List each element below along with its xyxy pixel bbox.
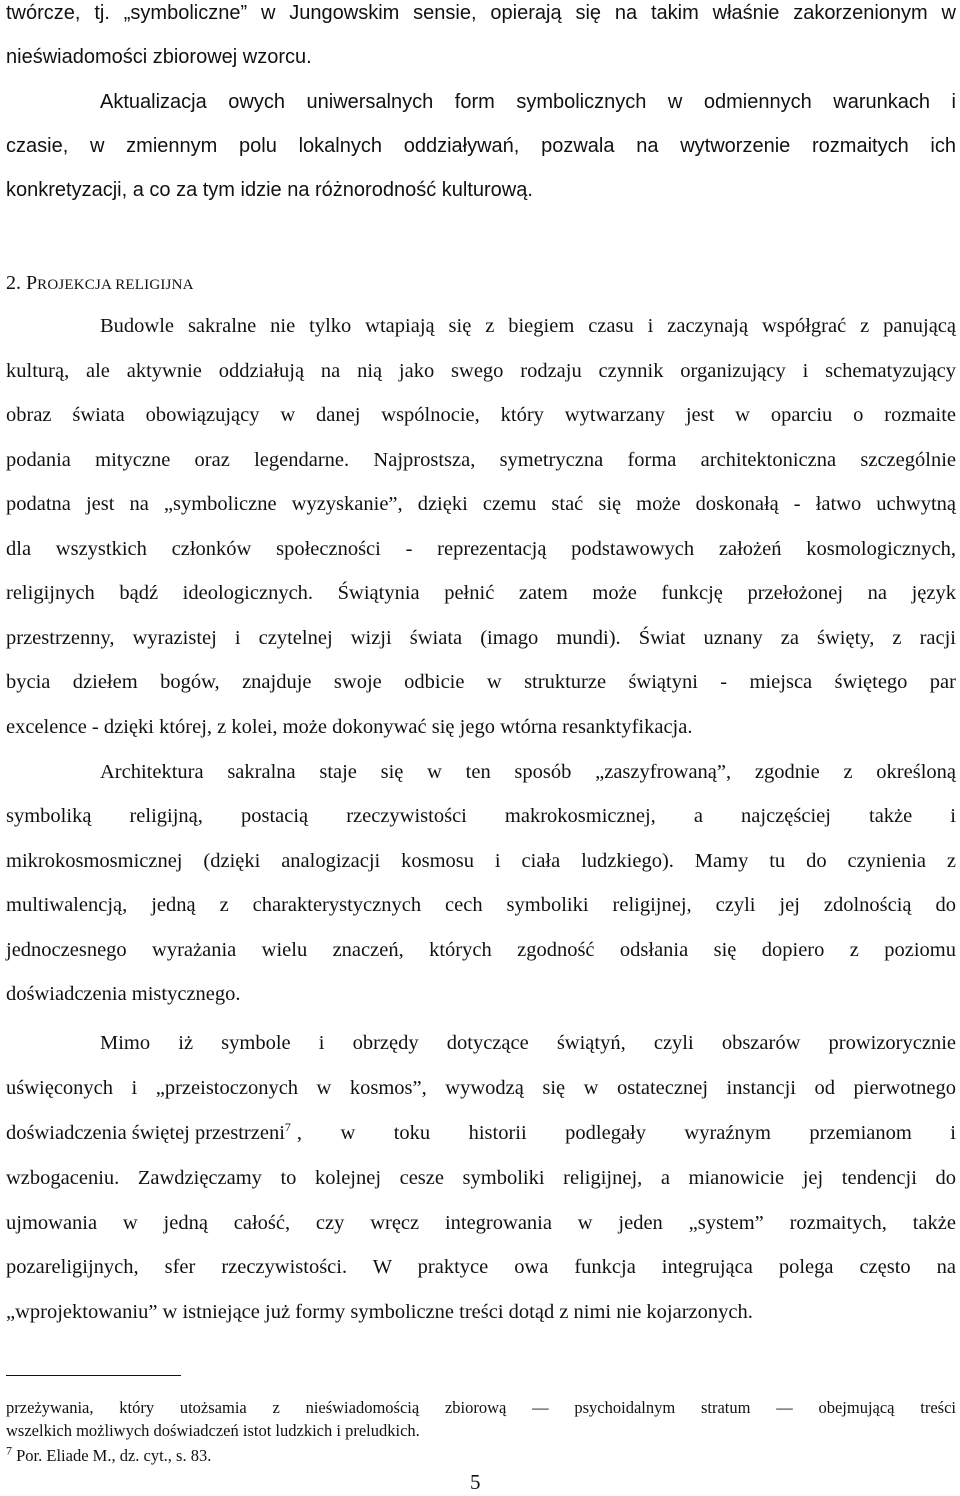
paragraph-line: podania mityczne oraz legendarne. Najprostsza, symetryczna forma architektoniczna szczególnie: [6, 449, 956, 471]
paragraph-line: mikrokosmosmicznej (dzięki analogizacji kosmosu i ciała ludzkiego). Mamy tu do czynienia z: [6, 850, 956, 872]
paragraph-line: religijnych bądź ideologicznych. Świątynia pełnić zatem może funkcję przełożonej na język: [6, 582, 956, 604]
page-number: 5: [470, 1470, 481, 1494]
paragraph-line: kulturą, ale aktywnie oddziałują na nią jako swego rodzaju czynnik organizujący i schematyzujący: [6, 360, 956, 382]
paragraph-line: dla wszystkich członków społeczności - reprezentacją podstawowych założeń kosmologicznych,: [6, 538, 956, 560]
paragraph-line: konkretyzacji, a co za tym idzie na różnorodność kulturową.: [6, 179, 533, 201]
paragraph-line: jednoczesnego wyrażania wielu znaczeń, których zgodność odsłania się dopiero z poziomu: [6, 939, 956, 961]
paragraph-line: doświadczenia mistycznego.: [6, 983, 241, 1005]
paragraph-line: Architektura sakralna staje się w ten sposób „zaszyfrowaną”, zgodnie z określoną: [100, 761, 956, 783]
paragraph-line: podatna jest na „symboliczne wyzyskanie”, dzięki czemu stać się może doskonałą - łatwo uchwytną: [6, 493, 956, 515]
footnote-line: wszelkich możliwych doświadczeń istot ludzkich i preludkich.: [6, 1421, 420, 1440]
section-title-initial: P: [26, 272, 38, 294]
paragraph-line: Budowle sakralne nie tylko wtapiają się z biegiem czasu i zaczynają współgrać z panującą: [100, 315, 956, 337]
paragraph-line: wzbogaceniu. Zawdzięczamy to kolejnej cesze symboliki religijnej, a mianowicie jej tendencji do: [6, 1167, 956, 1189]
paragraph-line: Aktualizacja owych uniwersalnych form symbolicznych w odmiennych warunkach i: [100, 91, 956, 113]
paragraph-line-with-footnote: [6, 1120, 956, 1146]
paragraph-line: multiwalencją, jedną z charakterystycznych cech symboliki religijnej, czyli jej zdolnością do: [6, 894, 956, 916]
line-end: , w toku historii podlegały wyraźnym przemianom i: [296, 1122, 956, 1144]
paragraph-line: bycia dziełem bogów, znajduje swoje odbicie w strukturze świątyni - miejsca świętego par: [6, 671, 956, 693]
footnote-separator: [6, 1375, 181, 1376]
paragraph-line: uświęconych i „przeistoczonych w kosmos”, wywodzą się w ostatecznej instancji od pierwotnego: [6, 1077, 956, 1099]
paragraph-line: obraz świata obowiązujący w danej wspólnocie, który wytwarzany jest w oparciu o rozmaite: [6, 404, 956, 426]
paragraph-line: twórcze, tj. „symboliczne” w Jungowskim sensie, opierają się na takim właśnie zakorzenionym w: [6, 2, 956, 24]
paragraph-line: Mimo iż symbole i obrzędy dotyczące świątyń, czyli obszarów prowizorycznie: [100, 1032, 956, 1054]
paragraph-line: pozareligijnych, sfer rzeczywistości. W praktyce owa funkcja integrująca polega często na: [6, 1256, 956, 1278]
footnote-line: przeżywania, który utożsamia z nieświadomością zbiorową — psychoidalnym stratum — obejmującą treści: [6, 1398, 956, 1417]
paragraph-line: przestrzenny, wyrazistej i czytelnej wizji świata (imago mundi). Świat uznany za święty, z racji: [6, 627, 956, 649]
footnote-number: 7: [6, 1443, 12, 1458]
paragraph-line: „wprojektowaniu” w istniejące już formy symboliczne treści dotąd z nimi nie kojarzonych.: [6, 1301, 753, 1323]
paragraph-line: excelence - dzięki której, z kolei, może dokonywać się jego wtórna resanktyfikacja.: [6, 716, 693, 738]
section-number: 2.: [6, 272, 21, 294]
footnote-text: Por. Eliade M., dz. cyt., s. 83.: [12, 1446, 212, 1465]
paragraph-line: ujmowania w jedną całość, czy wręcz integrowania w jeden „system” rozmaitych, także: [6, 1212, 956, 1234]
paragraph-line: nieświadomości zbiorowej wzorcu.: [6, 46, 312, 68]
paragraph-line: czasie, w zmiennym polu lokalnych oddziaływań, pozwala na wytworzenie rozmaitych ich: [6, 135, 956, 157]
section-heading: [6, 270, 194, 298]
section-title: ROJEKCJA RELIGIJNA: [37, 277, 194, 293]
footnote-reference[interactable]: 7: [284, 1120, 291, 1135]
line-start: doświadczenia świętej przestrzeni$^7$: [6, 1120, 291, 1144]
paragraph-line: symboliką religijną, postacią rzeczywistości makrokosmicznej, a najczęściej także i: [6, 805, 956, 827]
footnote-7: [6, 1443, 212, 1466]
